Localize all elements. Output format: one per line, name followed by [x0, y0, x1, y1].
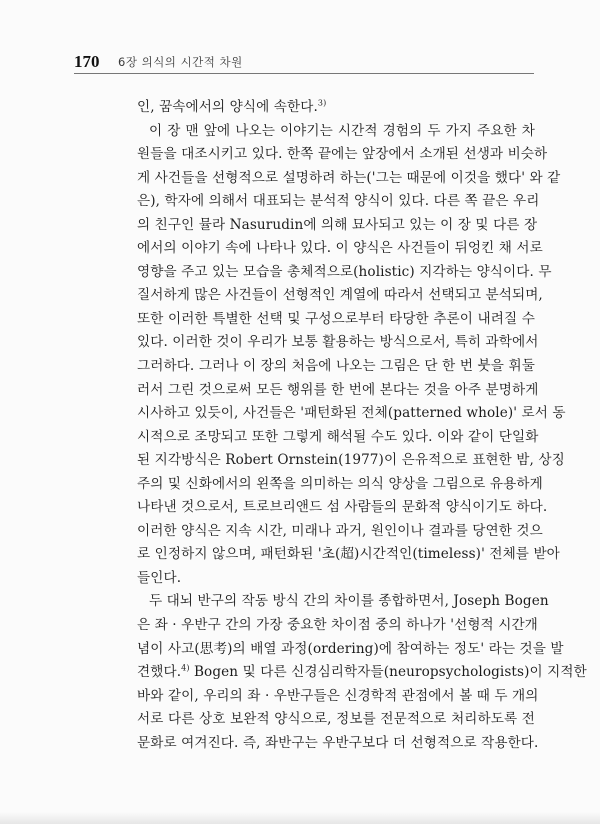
text-line — [137, 167, 561, 191]
page-bottom-edge — [0, 812, 600, 824]
text-line — [137, 237, 543, 261]
text-line-continuation: Bogen 및 다른 신경심리학자들(neuropsychologists)이 지적한 — [189, 664, 587, 681]
header-rule — [74, 73, 534, 74]
text-line-content: 로 인정하지 않으며, 패턴화된 '초(超)시간적인(timeless)' 전체를 받아 — [137, 546, 560, 563]
text-line — [137, 402, 566, 426]
text-line-content: 들인다. — [137, 569, 182, 586]
text-line-content: 그러하다. 그러나 이 장의 처음에 나오는 그림은 단 한 번 붓을 휘둘 — [137, 358, 535, 375]
text-line — [137, 661, 587, 685]
text-line — [137, 190, 540, 214]
text-line-content: 념이 사고(思考)의 배열 과정(ordering)에 참여하는 정도' 라는 것을 발 — [137, 640, 564, 657]
text-line — [137, 732, 539, 756]
text-line — [137, 284, 543, 308]
text-line-content: 영향을 주고 있는 모습을 총체적으로(holistic) 지각하는 양식이다. 무 — [137, 263, 552, 280]
page-number: 170 — [74, 52, 100, 71]
text-line-content: 시사하고 있듯이, 사건들은 '패턴화된 전체(patterned whole)' 로서 동 — [137, 405, 566, 422]
text-line-content: 두 대뇌 반구의 작동 방식 간의 차이를 종합하면서, Joseph Bogen — [149, 593, 549, 610]
text-line — [137, 449, 565, 473]
text-line — [137, 708, 535, 732]
text-line-content: 또한 이러한 특별한 선택 및 구성으로부터 타당한 추론이 내려질 수 — [137, 310, 535, 327]
text-line-content: 인, 꿈속에서의 양식에 속한다. — [137, 99, 318, 115]
text-line — [137, 638, 564, 662]
text-line-content: 이 장 맨 앞에 나오는 이야기는 시간적 경험의 두 가지 주요한 차 — [149, 122, 535, 139]
text-line — [137, 331, 539, 355]
text-line — [137, 261, 552, 285]
text-line — [137, 614, 538, 638]
text-line-content: 은), 학자에 의해서 대표되는 분석적 양식이 있다. 다른 쪽 끝은 우리 — [137, 193, 540, 210]
text-line — [137, 543, 560, 567]
text-line-content: 서로 다른 상호 보완적 양식으로, 정보를 전문적으로 처리하도록 전 — [137, 711, 535, 728]
text-line — [137, 426, 539, 450]
text-line-content: 견했다. — [137, 664, 182, 681]
text-line — [137, 96, 535, 120]
text-line-content: 이러한 양식은 지속 시간, 미래나 과거, 원인이나 결과를 당연한 것으 — [137, 522, 543, 539]
text-line-content: 에서의 이야기 속에 나타나 있다. 이 양식은 사건들이 뒤엉킨 채 서로 — [137, 240, 543, 257]
text-line-content: 된 지각방식은 Robert Ornstein(1977)이 은유적으로 표현한 밤, 상징 — [137, 452, 565, 469]
text-line — [137, 120, 535, 144]
text-line-content: 문화로 여겨진다. 즉, 좌반구는 우반구보다 더 선형적으로 작용한다. — [137, 734, 539, 751]
text-line — [137, 567, 535, 591]
text-line — [137, 214, 538, 238]
text-line-content: 나타낸 것으로서, 트로브리앤드 섬 사람들의 문화적 양식이기도 하다. — [137, 499, 548, 516]
text-line — [137, 379, 539, 403]
text-line-content: 게 사건들을 선형적으로 설명하려 하는('그는 때문에 이것을 했다' 와 같 — [137, 169, 561, 186]
text-line-content: 러서 그린 것으로써 모든 행위를 한 번에 본다는 것을 아주 분명하게 — [137, 381, 539, 398]
running-title: 6장 의식의 시간적 차원 — [118, 55, 243, 69]
text-line-content: 시적으로 조망되고 또한 그렇게 해석될 수도 있다. 이와 같이 단일화 — [137, 428, 539, 445]
page-header — [74, 52, 534, 76]
body-text — [137, 96, 587, 755]
text-line — [137, 473, 543, 497]
text-line-content: 주의 및 신화에서의 왼쪽을 의미하는 의식 양상을 그림으로 유용하게 — [137, 475, 543, 492]
text-line-content: 의 친구인 뮬라 Nasurudin에 의해 묘사되고 있는 이 장 및 다른 장 — [137, 216, 538, 233]
text-line-content: 원들을 대조시키고 있다. 한쪽 끝에는 앞장에서 소개된 선생과 비슷하 — [137, 146, 548, 163]
text-line-content: 있다. 이러한 것이 우리가 보통 활용하는 방식으로서, 특히 과학에서 — [137, 334, 539, 351]
text-line — [137, 308, 535, 332]
text-line — [137, 590, 549, 614]
text-line-content: 은 좌 · 우반구 간의 가장 중요한 차이점 중의 하나가 '선형적 시간개 — [137, 617, 538, 634]
footnote-marker: 3) — [317, 98, 327, 108]
footnote-marker: 4) — [181, 663, 190, 673]
text-line — [137, 685, 539, 709]
text-line — [137, 143, 548, 167]
text-line — [137, 496, 548, 520]
text-line — [137, 355, 535, 379]
text-line-content: 질서하게 많은 사건들이 선형적인 계열에 따라서 선택되고 분석되며, — [137, 287, 543, 304]
text-line-content: 바와 같이, 우리의 좌 · 우반구들은 신경학적 관점에서 볼 때 두 개의 — [137, 687, 539, 704]
text-line — [137, 520, 543, 544]
